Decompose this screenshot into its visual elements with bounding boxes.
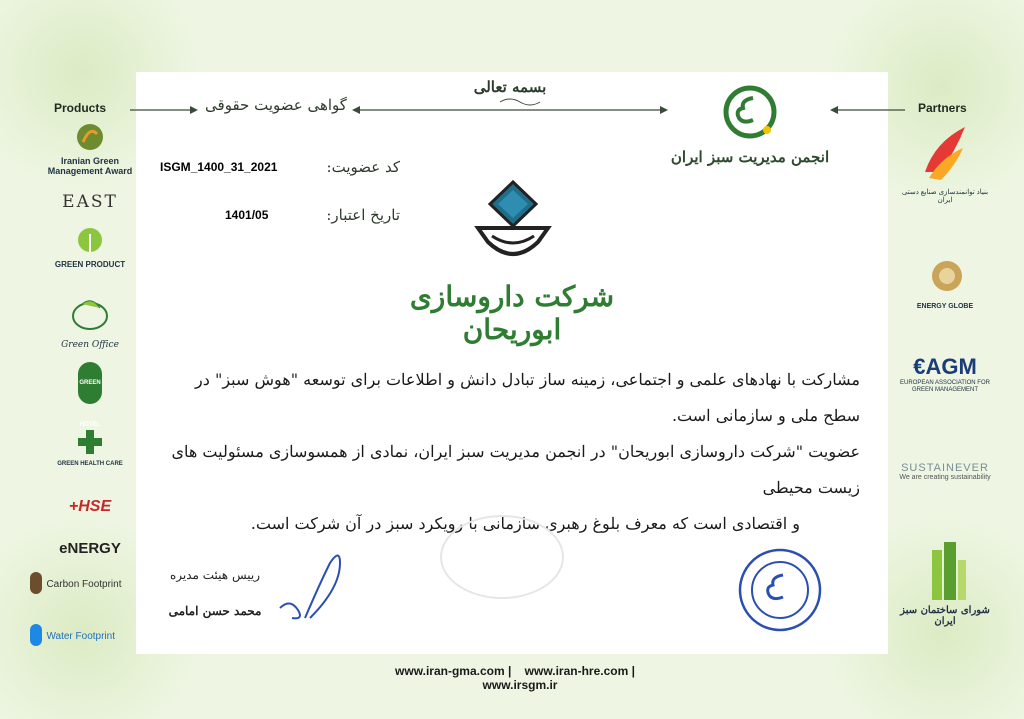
- award-icon: [75, 122, 105, 152]
- body-line: و اقتصادی است که معرف بلوغ رهبری سازمانی با رویکرد سبز در آن شرکت است.: [250, 514, 800, 533]
- faint-stamp: [440, 515, 564, 599]
- footer-link-irsgm[interactable]: www.irsgm.ir: [482, 678, 558, 692]
- gma-logo-icon: [715, 80, 785, 145]
- energy-logo: eNERGY: [59, 540, 121, 557]
- membership-code-value: ISGM_1400_31_2021: [160, 160, 278, 174]
- validity-value: 1401/05: [225, 208, 269, 222]
- green-building-council-logo: شورای ساختمان سبز ایران: [895, 540, 995, 627]
- green-product-logo: GREEN PRODUCT: [45, 226, 135, 270]
- faces-icon: [915, 122, 975, 184]
- company-name: شرکت داروسازی ابوریحان: [409, 280, 615, 346]
- hse-logo: +HSE: [68, 498, 112, 515]
- iranian-green-award-logo: Iranian Green Management Award: [45, 122, 135, 177]
- building-icon: [920, 540, 970, 600]
- green-office-logo: Green Office: [45, 296, 135, 351]
- water-footprint-logo: Water Footprint: [30, 624, 140, 646]
- signature-name: محمد حسن امامی: [168, 604, 262, 618]
- certificate-title: گواهی عضویت حقوقی: [205, 96, 347, 114]
- sustainever-logo: SUSTAINEVER We are creating sustainability: [899, 462, 991, 481]
- company-logo-icon: [468, 178, 558, 268]
- carbon-footprint-logo: Carbon Footprint: [30, 572, 140, 594]
- society-stamp-icon: [735, 545, 825, 635]
- health-cross-icon: [74, 428, 106, 456]
- water-drop-icon: [30, 624, 42, 646]
- org-name: انجمن مدیریت سبز ایران: [670, 148, 830, 166]
- footer-link-gma[interactable]: www.iran-gma.com: [395, 664, 505, 678]
- footprint-icon: [30, 572, 42, 594]
- eagm-logo: €AGM EUROPEAN ASSOCIATION FOR GREEN MANAGEMENT: [900, 354, 990, 393]
- office-leaf-icon: [70, 296, 110, 336]
- signature-icon: [270, 548, 360, 628]
- globe-icon: [925, 258, 965, 298]
- validity-label: تاریخ اعتبار:: [326, 206, 400, 224]
- handicrafts-foundation-logo: بنیاد توانمندسازی صنایع دستی ایران: [895, 122, 995, 204]
- body-line: مشارکت با نهادهای علمی و اجتماعی، زمینه ساز تبادل دانش و اطلاعات برای توسعه "هوش سبز" در سطح ملی و سازمانی است.: [195, 370, 860, 425]
- east-logo: EAST: [62, 192, 118, 212]
- membership-code-label: کد عضویت:: [326, 158, 400, 176]
- partners-title: Partners: [918, 101, 967, 115]
- footer-links: www.iran-gma.com | www.iran-hre.com | www.irsgm.ir: [395, 664, 635, 692]
- energy-globe-logo: ENERGY GLOBE: [895, 258, 995, 311]
- green-health-care-logo: GREEN HEALTH CARE: [45, 428, 135, 468]
- leaf-icon: [73, 226, 107, 256]
- green-hotel-logo: GREEN HOTEL: [45, 362, 135, 404]
- signature-title: رییس هیئت مدیره: [169, 568, 260, 582]
- footer-link-hre[interactable]: www.iran-hre.com: [524, 664, 629, 678]
- basmala: بسمه تعالی: [473, 78, 547, 96]
- products-title: Products: [54, 101, 107, 115]
- body-line: عضویت "شرکت داروسازی ابوریحان" در انجمن مدیریت سبز ایران، نمادی از همسوسازی مسئولیت های زیست محیطی: [171, 442, 860, 497]
